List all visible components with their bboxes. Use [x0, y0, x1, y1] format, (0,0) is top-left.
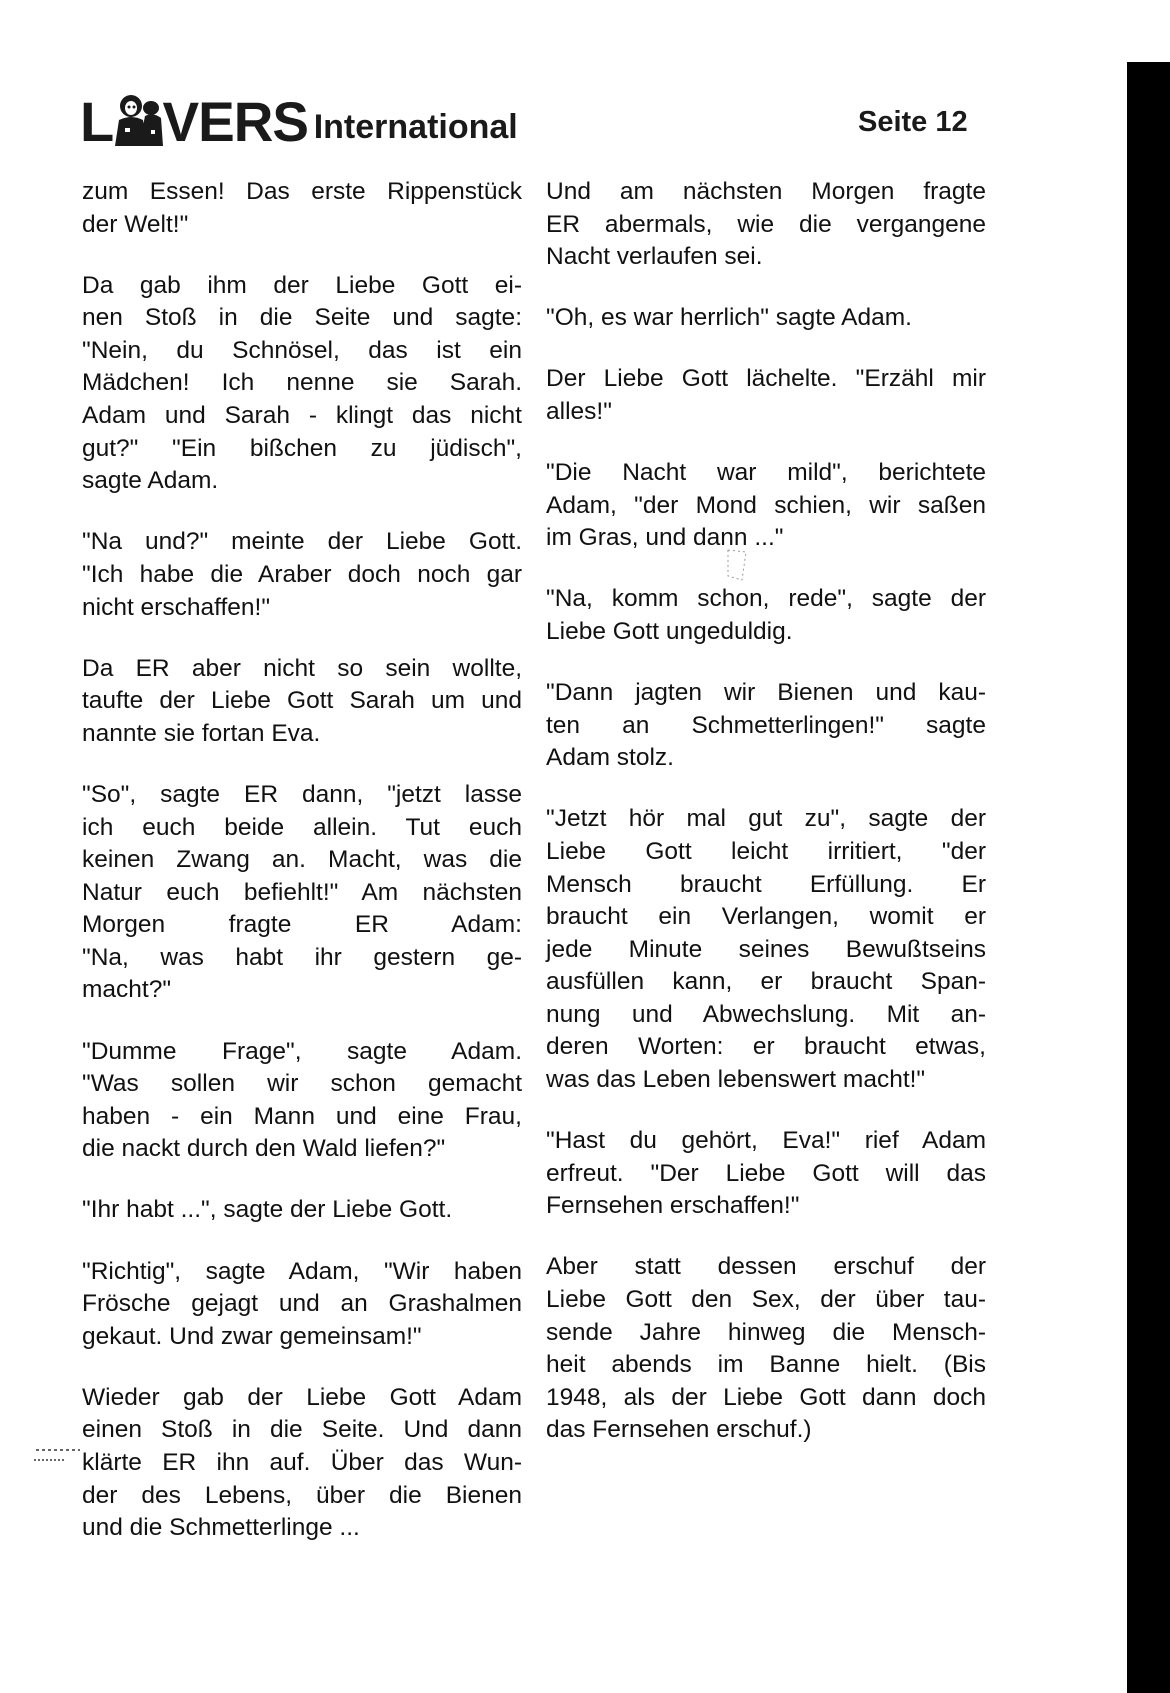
text-line: "Richtig", sagte Adam, "Wir haben: [82, 1257, 522, 1285]
logo-letters: VERS: [162, 90, 309, 153]
text-line: Adam und Sarah - klingt das nicht: [82, 402, 522, 430]
text-line: "Die Nacht war mild", berichtete: [546, 459, 986, 487]
scan-artifact-mark: [724, 540, 754, 600]
text-line: 1948, als der Liebe Gott dann doch: [546, 1383, 986, 1411]
text-line: Mensch braucht Erfüllung. Er: [546, 870, 986, 898]
right-column: [546, 176, 986, 1476]
paragraph: [82, 653, 522, 751]
text-line: gut?" "Ein bißchen zu jüdisch",: [82, 434, 522, 462]
text-line: braucht ein Verlangen, womit er: [546, 903, 986, 931]
text-line: "So", sagte ER dann, "jetzt lasse: [82, 780, 522, 808]
text-line: alles!": [546, 397, 612, 425]
text-line: "Ihr habt ...", sagte der Liebe Gott.: [82, 1196, 453, 1224]
text-line: "Nein, du Schnösel, das ist ein: [82, 336, 522, 364]
text-line: "Dann jagten wir Bienen und kau-: [546, 679, 986, 707]
text-line: Und am nächsten Morgen fragte: [546, 178, 986, 205]
logo-suffix: International: [313, 108, 518, 146]
text-line: ausfüllen kann, er braucht Span-: [546, 968, 986, 996]
text-line: "Was sollen wir schon gemacht: [82, 1070, 522, 1098]
text-line: der des Lebens, über die Bienen: [82, 1481, 522, 1509]
text-line: nicht erschaffen!": [82, 593, 271, 621]
text-line: ten an Schmetterlingen!" sagte: [546, 711, 986, 739]
text-line: Liebe Gott leicht irritiert, "der: [546, 837, 986, 865]
logo-letter-l: L: [80, 90, 114, 153]
text-line: was das Leben lebenswert macht!": [546, 1066, 926, 1094]
text-line: "Na und?" meinte der Liebe Gott.: [82, 528, 522, 556]
text-line: das Fernsehen erschuf.): [546, 1416, 812, 1444]
paragraph: [82, 1256, 522, 1354]
text-line: sagte Adam.: [82, 467, 219, 495]
text-line: "Jetzt hör mal gut zu", sagte der: [546, 805, 986, 833]
text-line: Liebe Gott den Sex, der über tau-: [546, 1286, 986, 1314]
text-line: Der Liebe Gott lächelte. "Erzähl mir: [546, 365, 986, 393]
text-line: keinen Zwang an. Macht, was die: [82, 846, 522, 874]
logo-figure-icon: [107, 94, 165, 146]
text-line: ER abermals, wie die vergangene: [546, 210, 986, 238]
scan-edge-border: [1127, 62, 1170, 1693]
text-line: Da gab ihm der Liebe Gott ei-: [82, 271, 522, 299]
lovers-logo: [80, 90, 310, 153]
text-line: im Gras, und dann ...": [546, 524, 784, 552]
paragraph: [82, 1036, 522, 1166]
text-line: Adam stolz.: [546, 744, 674, 772]
paragraph: [82, 270, 522, 498]
text-line: haben - ein Mann und eine Frau,: [82, 1102, 522, 1130]
left-column: [82, 176, 522, 1573]
text-line: "Ich habe die Araber doch noch gar: [82, 560, 522, 588]
text-line: der Welt!": [82, 210, 189, 238]
masthead: [80, 86, 518, 153]
text-line: gekaut. Und zwar gemeinsam!": [82, 1322, 422, 1350]
paragraph: [546, 457, 986, 555]
text-line: "Oh, es war herrlich" sagte Adam.: [546, 304, 912, 332]
text-line: taufte der Liebe Gott Sarah um und: [82, 687, 522, 715]
text-line: "Dumme Frage", sagte Adam.: [82, 1037, 522, 1065]
paragraph: [546, 583, 986, 648]
text-line: und die Schmetterlinge ...: [82, 1514, 360, 1542]
text-line: Liebe Gott ungeduldig.: [546, 617, 793, 645]
paragraph: [82, 1194, 522, 1227]
paragraph: [546, 803, 986, 1096]
paragraph: [546, 1125, 986, 1223]
paragraph: [82, 176, 522, 241]
text-line: macht?": [82, 976, 172, 1004]
text-line: Frösche gejagt und an Grashalmen: [82, 1290, 522, 1318]
text-line: nen Stoß in die Seite und sagte:: [82, 304, 522, 332]
paragraph: [546, 176, 986, 274]
text-line: heit abends im Banne hielt. (Bis: [546, 1351, 986, 1379]
paragraph: [82, 1382, 522, 1545]
text-line: Da ER aber nicht so sein wollte,: [82, 654, 522, 682]
text-line: einen Stoß in die Seite. Und dann: [82, 1416, 522, 1444]
text-line: nannte sie fortan Eva.: [82, 719, 321, 747]
page-number: Seite 12: [858, 106, 968, 138]
text-line: sende Jahre hinweg die Mensch-: [546, 1318, 986, 1346]
text-line: Mädchen! Ich nenne sie Sarah.: [82, 369, 522, 397]
text-line: "Hast du gehört, Eva!" rief Adam: [546, 1127, 986, 1155]
text-line: deren Worten: er braucht etwas,: [546, 1033, 986, 1061]
text-line: Nacht verlaufen sei.: [546, 243, 763, 271]
text-line: jede Minute seines Bewußtseins: [546, 935, 986, 963]
text-line: Aber statt dessen erschuf der: [546, 1253, 986, 1281]
paragraph: [546, 1251, 986, 1447]
margin-scribble-mark: [34, 1444, 84, 1464]
text-line: Fernsehen erschaffen!": [546, 1192, 800, 1220]
text-line: die nackt durch den Wald liefen?": [82, 1135, 446, 1163]
paragraph: [82, 779, 522, 1007]
text-line: klärte ER ihn auf. Über das Wun-: [82, 1449, 522, 1476]
text-line: Adam, "der Mond schien, wir saßen: [546, 491, 986, 519]
paragraph: [546, 363, 986, 428]
paragraph: [546, 302, 986, 335]
text-line: erfreut. "Der Liebe Gott will das: [546, 1159, 986, 1187]
text-line: ich euch beide allein. Tut euch: [82, 813, 522, 841]
text-line: Morgen fragte ER Adam:: [82, 911, 522, 939]
paragraph: [82, 526, 522, 624]
text-line: "Na, komm schon, rede", sagte der: [546, 585, 986, 613]
paragraph: [546, 677, 986, 775]
text-line: Natur euch befiehlt!" Am nächsten: [82, 878, 522, 906]
text-line: nung und Abwechslung. Mit an-: [546, 1000, 986, 1028]
text-line: zum Essen! Das erste Rippenstück: [82, 178, 522, 205]
text-line: Wieder gab der Liebe Gott Adam: [82, 1383, 522, 1411]
text-line: "Na, was habt ihr gestern ge-: [82, 943, 522, 971]
